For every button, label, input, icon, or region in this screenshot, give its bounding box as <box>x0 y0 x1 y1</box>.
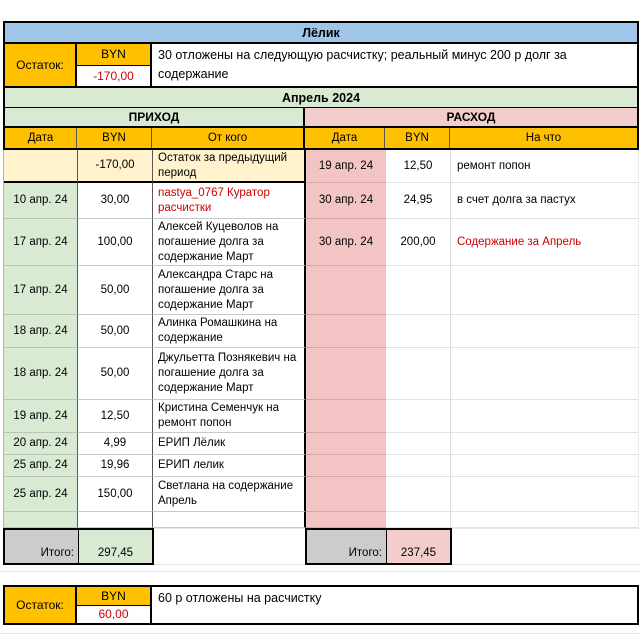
top-balance-block <box>3 42 639 88</box>
sheet-title: Лёлик <box>3 21 639 42</box>
top-balance-label[interactable]: Остаток: <box>5 44 77 86</box>
bottom-balance-note[interactable] <box>152 587 637 623</box>
table-row <box>3 400 639 433</box>
table-row <box>3 315 639 348</box>
income-date-header[interactable]: Дата <box>5 128 77 148</box>
expense-desc-cell[interactable]: Содержание за Апрель <box>451 219 639 266</box>
table-row <box>3 455 639 477</box>
expense-desc-cell[interactable] <box>451 477 639 512</box>
income-amount-cell[interactable]: -170,00 <box>78 150 153 183</box>
bottom-balance-note-text: 60 р отложены на расчистку <box>158 591 322 605</box>
income-amount-cell[interactable]: 12,50 <box>78 400 153 433</box>
expense-amount-cell[interactable] <box>386 477 451 512</box>
income-amount-cell[interactable] <box>78 512 153 528</box>
expense-desc-cell[interactable] <box>451 315 639 348</box>
expense-desc-cell[interactable] <box>451 455 639 477</box>
expense-date-cell[interactable] <box>306 455 386 477</box>
top-balance-note-text: 30 отложены на следующую расчистку; реальный минус 200 р долг за содержание <box>158 48 567 81</box>
expense-total-label[interactable]: Итого: <box>307 530 387 563</box>
totals-filler <box>452 528 639 565</box>
income-desc-cell[interactable]: Кристина Семенчук на ремонт попон <box>153 400 306 433</box>
table-row <box>3 183 639 219</box>
expense-amount-cell[interactable]: 200,00 <box>386 219 451 266</box>
expense-date-cell[interactable] <box>306 315 386 348</box>
table-row <box>3 219 639 266</box>
column-header-row <box>3 128 639 150</box>
expense-date-header[interactable]: Дата <box>305 128 385 148</box>
totals-row <box>3 528 639 565</box>
expense-date-cell[interactable]: 19 апр. 24 <box>306 150 386 183</box>
table-row <box>3 266 639 315</box>
income-total-value[interactable]: 297,45 <box>79 530 152 563</box>
expense-for-header[interactable]: На что <box>450 128 637 148</box>
top-balance-mid <box>77 44 152 86</box>
expense-date-cell[interactable]: 30 апр. 24 <box>306 183 386 219</box>
expense-date-cell[interactable] <box>306 477 386 512</box>
expense-date-cell[interactable] <box>306 348 386 400</box>
expense-amount-cell[interactable]: 24,95 <box>386 183 451 219</box>
expense-date-cell[interactable] <box>306 266 386 315</box>
income-amount-cell[interactable]: 150,00 <box>78 477 153 512</box>
expense-desc-cell[interactable] <box>451 400 639 433</box>
income-desc-cell[interactable]: Александра Старс на погашение долга за содержание Март <box>153 266 306 315</box>
income-desc-cell[interactable] <box>153 512 306 528</box>
income-from-header[interactable]: От кого <box>152 128 305 148</box>
grid-hairline <box>0 633 640 634</box>
income-desc-cell[interactable]: Светлана на содержание Апрель <box>153 477 306 512</box>
income-date-cell[interactable]: 18 апр. 24 <box>4 315 78 348</box>
bottom-currency-cell[interactable]: BYN <box>77 587 150 606</box>
income-amount-cell[interactable]: 100,00 <box>78 219 153 266</box>
income-section-header[interactable]: ПРИХОД <box>5 108 305 126</box>
month-header[interactable]: Апрель 2024 <box>3 88 639 108</box>
income-date-cell[interactable] <box>4 512 78 528</box>
table-row <box>3 150 639 183</box>
expense-total-block <box>305 528 452 565</box>
income-amount-cell[interactable]: 50,00 <box>78 348 153 400</box>
income-desc-cell[interactable]: Алинка Ромашкина на содержание <box>153 315 306 348</box>
table-row <box>3 348 639 400</box>
bottom-balance-block <box>3 585 639 625</box>
empty-row <box>3 565 639 585</box>
expense-date-cell[interactable] <box>306 433 386 455</box>
income-date-cell[interactable]: 10 апр. 24 <box>4 183 78 219</box>
income-desc-cell[interactable]: Алексей Куцеволов на погашение долга за содержание Март <box>153 219 306 266</box>
income-amount-cell[interactable]: 4,99 <box>78 433 153 455</box>
expense-amount-cell[interactable] <box>386 266 451 315</box>
expense-amount-cell[interactable] <box>386 433 451 455</box>
income-date-cell[interactable]: 20 апр. 24 <box>4 433 78 455</box>
income-date-cell[interactable]: 25 апр. 24 <box>4 455 78 477</box>
income-date-cell[interactable]: 17 апр. 24 <box>4 266 78 315</box>
table-row <box>3 477 639 512</box>
bottom-balance-mid <box>77 587 152 623</box>
expense-desc-cell[interactable] <box>451 348 639 400</box>
income-date-cell[interactable]: 18 апр. 24 <box>4 348 78 400</box>
table-row <box>3 433 639 455</box>
table-row <box>3 512 639 528</box>
income-total-label[interactable]: Итого: <box>5 530 79 563</box>
income-desc-cell[interactable]: Остаток за предыдущий период <box>153 150 306 183</box>
income-date-cell[interactable] <box>4 150 78 183</box>
income-date-cell[interactable]: 17 апр. 24 <box>4 219 78 266</box>
income-amount-cell[interactable]: 19,96 <box>78 455 153 477</box>
income-date-cell[interactable]: 19 апр. 24 <box>4 400 78 433</box>
data-rows <box>3 150 639 528</box>
income-desc-cell[interactable]: ЕРИП лелик <box>153 455 306 477</box>
expense-amount-cell[interactable] <box>386 315 451 348</box>
expense-amount-cell[interactable] <box>386 512 451 528</box>
expense-desc-cell[interactable] <box>451 512 639 528</box>
expense-desc-cell[interactable] <box>451 266 639 315</box>
expense-desc-cell[interactable]: ремонт попон <box>451 150 639 183</box>
section-header-row <box>3 108 639 128</box>
expense-date-cell[interactable] <box>306 400 386 433</box>
expense-total-value[interactable]: 237,45 <box>387 530 450 563</box>
top-currency-cell[interactable]: BYN <box>77 44 150 66</box>
top-balance-value[interactable]: -170,00 <box>77 66 150 87</box>
expense-desc-cell[interactable]: в счет долга за пастух <box>451 183 639 219</box>
top-balance-note[interactable] <box>152 44 637 86</box>
totals-spacer <box>154 528 305 565</box>
bottom-balance-value[interactable]: 60,00 <box>77 606 150 624</box>
expense-amount-cell[interactable] <box>386 455 451 477</box>
grid-hairline <box>0 571 640 572</box>
expense-amount-cell[interactable] <box>386 400 451 433</box>
expense-date-cell[interactable] <box>306 512 386 528</box>
income-amount-cell[interactable]: 30,00 <box>78 183 153 219</box>
expense-amount-cell[interactable]: 12,50 <box>386 150 451 183</box>
expense-amount-header[interactable]: BYN <box>385 128 450 148</box>
income-amount-cell[interactable]: 50,00 <box>78 266 153 315</box>
expense-section-header[interactable]: РАСХОД <box>305 108 637 126</box>
income-amount-header[interactable]: BYN <box>77 128 152 148</box>
expense-desc-cell[interactable] <box>451 433 639 455</box>
expense-date-cell[interactable]: 30 апр. 24 <box>306 219 386 266</box>
income-desc-cell[interactable]: Джульетта Познякевич на погашение долга за содержание Март <box>153 348 306 400</box>
income-date-cell[interactable]: 25 апр. 24 <box>4 477 78 512</box>
income-desc-cell[interactable]: ЕРИП Лёлик <box>153 433 306 455</box>
bottom-balance-label[interactable]: Остаток: <box>5 587 77 623</box>
income-amount-cell[interactable]: 50,00 <box>78 315 153 348</box>
income-total-block <box>3 528 154 565</box>
table <box>3 21 639 625</box>
income-desc-cell[interactable]: nastya_0767 Куратор расчистки <box>153 183 306 219</box>
expense-amount-cell[interactable] <box>386 348 451 400</box>
